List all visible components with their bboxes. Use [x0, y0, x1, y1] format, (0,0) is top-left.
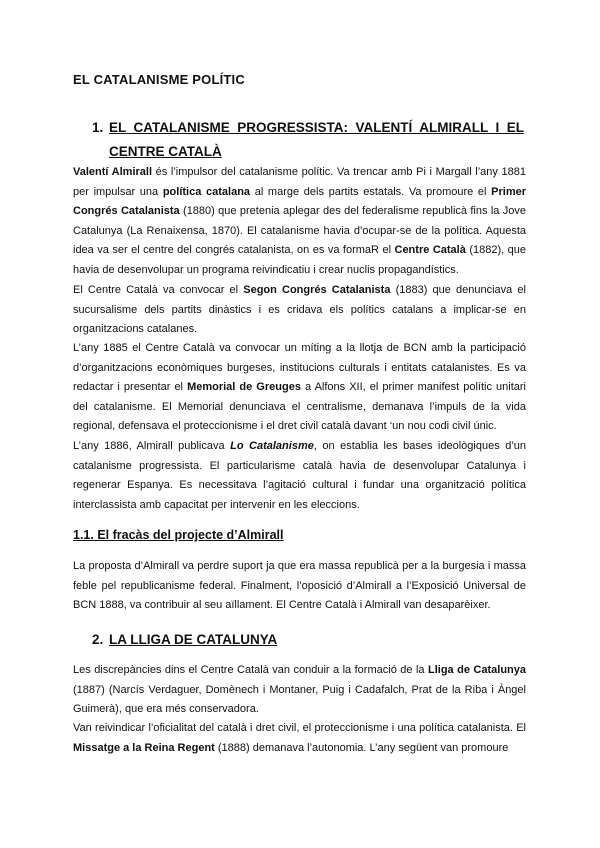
- paragraph-lo-catalanisme: L’any 1886, Almirall publicava Lo Catalanisme, on establia les bases ideològiques d’un catalanisme progressista. El particularisme català havia de desenvolupar Catalunya i regenerar Espanya. Es necessitava l’agitació cultural i fundar una organització política interclassista amb capacitat per intervenir en les eleccions.: [73, 440, 526, 511]
- bold-term: Segon Congrés Catalanista: [243, 284, 391, 296]
- paragraph-almirall-intro: Valentí Almirall és l’impulsor del catalanisme polític. Va trencar amb Pi i Margall l’any 1881 per impulsar una política catalana al marge dels partits estatals. Va promoure el Primer Congrés Catalanista (1880) que pretenia aplegar des del federalisme republicà fins la Jove Catalunya (La Renaixensa, 1870). El catalanisme havia d’ocupar-se de la política. Aquesta idea va ser el centre del congrés catalanista, on es va formaR el Centre Català (1882), que havia de desenvolupar un programa reivindicatiu i crear nuclis propagandístics.: [73, 166, 526, 276]
- paragraph-memorial-greuges: L’any 1885 el Centre Català va convocar un míting a la llotja de BCN amb la participació d’organitzacions econòmiques burgeses, institucions culturals i entitats catalanistes. Es va redactar i presentar el Memorial de Greuges a Alfons XII, el primer manifest polític unitari del catalanisme. El Memorial denunciava el centralisme, demanava l’impuls de la vida regional, defensava el proteccionisme i el dret civil català davant ‘un nou codi civil únic.: [73, 342, 526, 433]
- subsection-1-1-heading: 1.1. El fracàs del projecte d’Almirall: [73, 528, 284, 542]
- section-2-heading: [92, 628, 524, 652]
- book-title: Lo Catalanisme: [230, 440, 314, 452]
- bold-term: Valentí Almirall: [73, 166, 153, 178]
- paragraph-missatge-reina: Van reivindicar l’oficialitat del català i dret civil, el proteccionisme i una política catalanista. El Missatge a la Reina Regent (1888) demanava l’autonomia. L’any següent van promoure: [73, 722, 526, 754]
- bold-term: Centre Català: [394, 244, 466, 257]
- paragraph-segon-congres: El Centre Català va convocar el Segon Congrés Catalanista (1883) que denunciava el sucursalisme dels partits dinàstics i es cridava els polítics catalans a implicar-se en organitzacions catalanes.: [73, 284, 526, 336]
- bold-term: política catalana: [162, 185, 251, 198]
- bold-term: Memorial de Greuges: [187, 381, 301, 394]
- section-1-number: 1.: [92, 120, 104, 135]
- paragraph-lliga-formacio: Les discrepàncies dins el Centre Català van conduir a la formació de la Lliga de Catalunya (1887) (Narcís Verdaguer, Domènech i Montaner, Puig i Cadafalch, Prat de la Riba i Àngel Guimerà), que era més conservadora.: [73, 664, 526, 716]
- section-1-title-line-2: CENTRE CATALÀ: [109, 144, 222, 159]
- bold-term: Missatge a la Reina Regent: [73, 741, 215, 754]
- section-1-heading: [92, 116, 524, 164]
- section-2-title: LA LLIGA DE CATALUNYA: [109, 632, 278, 647]
- section-1-title-line-1: EL CATALANISME PROGRESSISTA: VALENTÍ ALMIRALL I EL: [109, 120, 524, 135]
- document-title: EL CATALANISME POLÍTIC: [73, 72, 245, 87]
- section-1-title: [109, 116, 524, 164]
- paragraph-fracas: La proposta d’Almirall va perdre suport ja que era massa republicà per a la burgesia i massa feble pel republicanisme federal. Finalment, l’oposició d’Almirall a l’Exposició Universal de BCN 1888, va contribuir al seu aïllament. El Centre Català i Almirall van desaparèixer.: [73, 560, 526, 612]
- section-2-number: 2.: [92, 632, 104, 647]
- bold-term: Lliga de Catalunya: [428, 664, 526, 676]
- bold-term: Primer Congrés Catalanista: [73, 185, 526, 218]
